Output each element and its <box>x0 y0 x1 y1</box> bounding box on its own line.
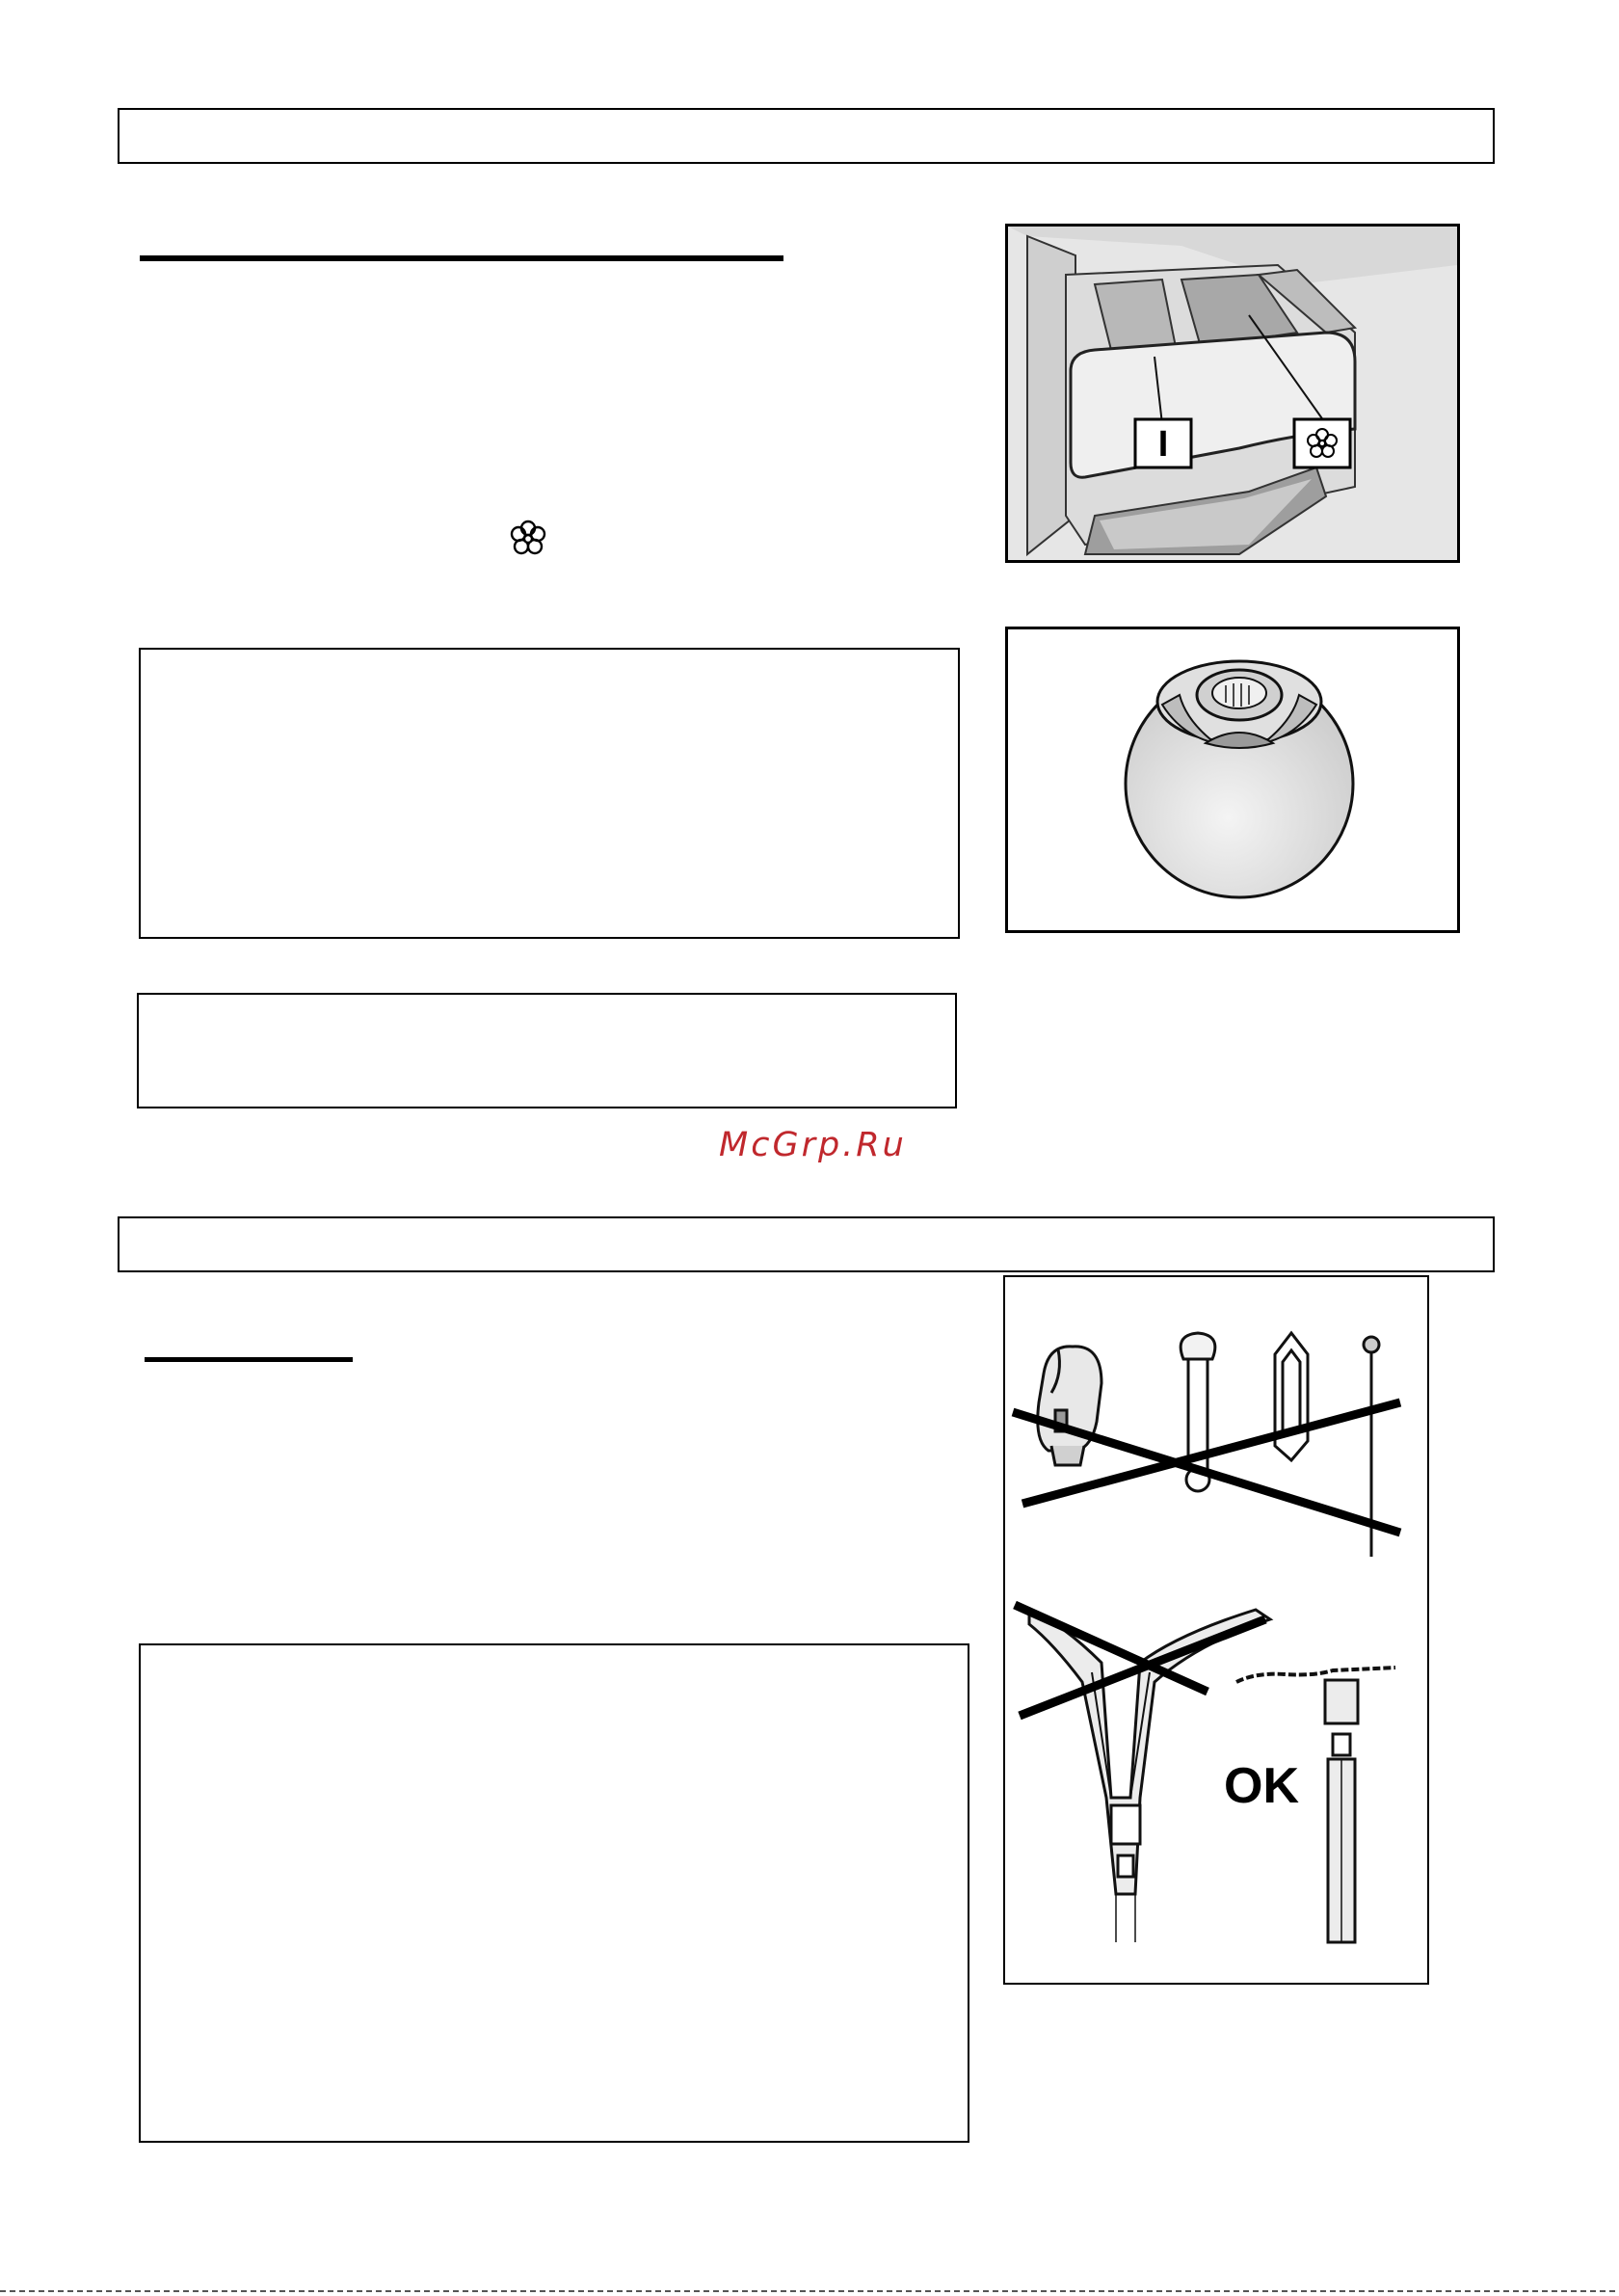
note-box-1 <box>139 648 960 939</box>
detergent-drawer-figure <box>1005 224 1460 563</box>
laundry-items-figure <box>1003 1275 1429 1985</box>
watermark-text: McGrp.Ru <box>719 1126 907 1164</box>
subheading-underline-1 <box>140 255 783 261</box>
section-header-bar-2 <box>118 1216 1495 1272</box>
note-box-3 <box>139 1643 969 2143</box>
flower-icon <box>508 519 548 559</box>
compartment-main-label: I <box>1157 424 1169 465</box>
note-box-2 <box>137 993 957 1108</box>
section-header-bar-1 <box>118 108 1495 164</box>
page-bottom-edge <box>0 2290 1619 2292</box>
subheading-underline-2 <box>145 1357 353 1362</box>
detergent-ball-figure <box>1005 627 1460 933</box>
ok-label: OK <box>1224 1758 1299 1814</box>
